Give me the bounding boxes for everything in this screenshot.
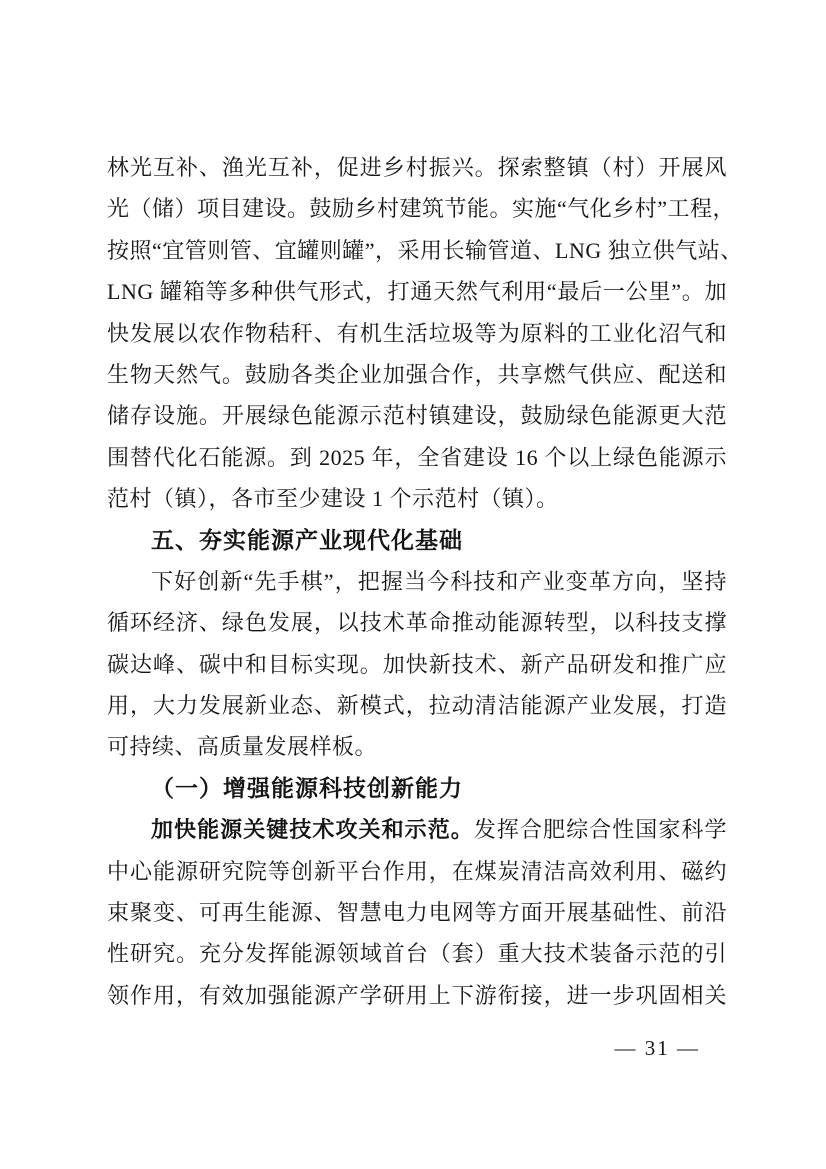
- text-line: 束聚变、可再生能源、智慧电力电网等方面开展基础性、前沿: [107, 900, 727, 926]
- text-line: 林光互补、渔光互补，促进乡村振兴。探索整镇（村）开展风: [107, 155, 727, 180]
- text-line: 光（储）项目建设。鼓励乡村建筑节能。实施“气化乡村”工程，: [107, 196, 736, 222]
- text-line: 中心能源研究院等创新平台作用，在煤炭清洁高效利用、磁约: [107, 858, 727, 884]
- text-line: 下好创新“先手棋”，把握当今科技和产业变革方向，坚持: [151, 568, 727, 594]
- text-line: 可持续、高质量发展样板。: [107, 734, 378, 760]
- bold-lead-sentence: 加快能源关键技术攻关和示范。: [151, 817, 474, 843]
- text-line: 生物天然气。鼓励各类企业加强合作，共享燃气供应、配送和: [107, 361, 727, 387]
- text-line: LNG 罐箱等多种供气形式，打通天然气利用“最后一公里”。加: [107, 279, 727, 305]
- section-heading-2: （一）增强能源科技创新能力: [151, 775, 463, 801]
- text-line: 快发展以农作物秸秆、有机生活垃圾等为原料的工业化沼气和: [107, 320, 727, 346]
- page-number: — 31 —: [614, 1036, 700, 1060]
- text-line: 围替代化石能源。到 2025 年，全省建设 16 个以上绿色能源示: [107, 444, 727, 470]
- text-line: 领作用，有效加强能源产学研用上下游衔接，进一步巩固相关: [107, 982, 727, 1008]
- text-line: 循环经济、绿色发展，以技术革命推动能源转型，以科技支撑: [107, 610, 727, 636]
- section-heading-1: 五、夯实能源产业现代化基础: [151, 526, 463, 553]
- text-line: 储存设施。开展绿色能源示范村镇建设，鼓励绿色能源更大范: [107, 403, 727, 429]
- text-line: 用，大力发展新业态、新模式，拉动清洁能源产业发展，打造: [107, 693, 727, 719]
- paragraph-1: [107, 147, 743, 520]
- text-line: 碳达峰、碳中和目标实现。加快新技术、新产品研发和推广应: [107, 651, 727, 677]
- text-line: 按照“宜管则管、宜罐则罐”，采用长输管道、LNG 独立供气站、: [107, 237, 743, 263]
- text-line: 范村（镇），各市至少建设 1 个示范村（镇）。: [107, 486, 559, 512]
- paragraph-3: [107, 809, 727, 1016]
- paragraph-2: [107, 561, 727, 768]
- text-run: 发挥合肥综合性国家科学: [473, 817, 727, 843]
- text-line: [107, 809, 727, 850]
- document-text-block: [107, 147, 743, 1016]
- text-line: 性研究。充分发挥能源领域首台（套）重大技术装备示范的引: [107, 941, 727, 967]
